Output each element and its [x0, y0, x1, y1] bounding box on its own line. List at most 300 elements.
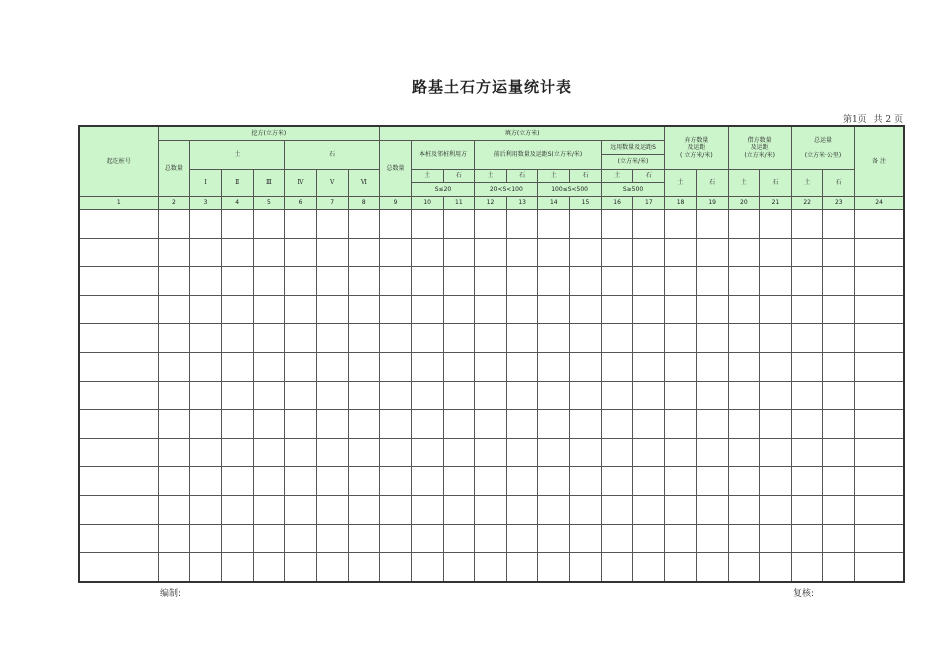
- table-cell[interactable]: [253, 524, 285, 553]
- table-cell[interactable]: [538, 495, 570, 524]
- table-cell[interactable]: [823, 381, 855, 410]
- table-cell[interactable]: [253, 210, 285, 239]
- table-cell[interactable]: [253, 381, 285, 410]
- table-cell[interactable]: [665, 495, 697, 524]
- table-cell[interactable]: [601, 352, 633, 381]
- table-cell[interactable]: [285, 381, 317, 410]
- table-cell[interactable]: [443, 410, 475, 439]
- table-cell[interactable]: [506, 324, 538, 353]
- table-cell[interactable]: [475, 210, 507, 239]
- table-cell[interactable]: [221, 381, 253, 410]
- table-cell[interactable]: [475, 495, 507, 524]
- table-cell[interactable]: [380, 524, 412, 553]
- table-cell[interactable]: [475, 381, 507, 410]
- table-cell[interactable]: [316, 238, 348, 267]
- table-cell[interactable]: [190, 467, 222, 496]
- table-cell[interactable]: [411, 238, 443, 267]
- table-cell[interactable]: [348, 238, 380, 267]
- table-cell[interactable]: [475, 524, 507, 553]
- table-cell[interactable]: [348, 267, 380, 296]
- table-cell[interactable]: [760, 267, 792, 296]
- table-cell[interactable]: [221, 524, 253, 553]
- table-cell[interactable]: [79, 438, 158, 467]
- table-cell[interactable]: [380, 352, 412, 381]
- table-cell[interactable]: [570, 324, 602, 353]
- table-cell[interactable]: [791, 438, 823, 467]
- table-cell[interactable]: [475, 352, 507, 381]
- table-cell[interactable]: [728, 238, 760, 267]
- table-cell[interactable]: [696, 267, 728, 296]
- table-cell[interactable]: [79, 553, 158, 582]
- table-cell[interactable]: [221, 467, 253, 496]
- table-cell[interactable]: [601, 553, 633, 582]
- table-cell[interactable]: [570, 553, 602, 582]
- table-cell[interactable]: [760, 324, 792, 353]
- table-cell[interactable]: [760, 295, 792, 324]
- table-cell[interactable]: [665, 210, 697, 239]
- table-cell[interactable]: [538, 295, 570, 324]
- table-cell[interactable]: [538, 324, 570, 353]
- table-cell[interactable]: [443, 352, 475, 381]
- table-cell[interactable]: [791, 381, 823, 410]
- table-cell[interactable]: [570, 467, 602, 496]
- table-cell[interactable]: [665, 553, 697, 582]
- table-cell[interactable]: [475, 267, 507, 296]
- table-cell[interactable]: [823, 267, 855, 296]
- table-cell[interactable]: [285, 495, 317, 524]
- table-cell[interactable]: [791, 295, 823, 324]
- table-cell[interactable]: [665, 524, 697, 553]
- table-cell[interactable]: [79, 267, 158, 296]
- table-cell[interactable]: [221, 210, 253, 239]
- table-cell[interactable]: [285, 352, 317, 381]
- table-cell[interactable]: [601, 210, 633, 239]
- table-cell[interactable]: [570, 524, 602, 553]
- table-cell[interactable]: [411, 495, 443, 524]
- table-cell[interactable]: [380, 438, 412, 467]
- table-cell[interactable]: [411, 524, 443, 553]
- table-cell[interactable]: [348, 324, 380, 353]
- table-cell[interactable]: [570, 495, 602, 524]
- table-cell[interactable]: [316, 438, 348, 467]
- table-cell[interactable]: [316, 524, 348, 553]
- table-cell[interactable]: [696, 495, 728, 524]
- table-cell[interactable]: [665, 238, 697, 267]
- table-cell[interactable]: [253, 410, 285, 439]
- table-cell[interactable]: [316, 381, 348, 410]
- table-cell[interactable]: [665, 295, 697, 324]
- table-cell[interactable]: [791, 524, 823, 553]
- table-cell[interactable]: [823, 238, 855, 267]
- table-cell[interactable]: [253, 267, 285, 296]
- table-cell[interactable]: [475, 295, 507, 324]
- table-cell[interactable]: [443, 524, 475, 553]
- table-cell[interactable]: [633, 324, 665, 353]
- table-cell[interactable]: [253, 238, 285, 267]
- table-cell[interactable]: [791, 467, 823, 496]
- table-cell[interactable]: [221, 324, 253, 353]
- table-cell[interactable]: [285, 238, 317, 267]
- table-cell[interactable]: [411, 381, 443, 410]
- table-cell[interactable]: [411, 352, 443, 381]
- table-cell[interactable]: [538, 267, 570, 296]
- table-cell[interactable]: [411, 438, 443, 467]
- table-cell[interactable]: [79, 467, 158, 496]
- table-cell[interactable]: [506, 267, 538, 296]
- table-cell[interactable]: [728, 295, 760, 324]
- table-cell[interactable]: [823, 295, 855, 324]
- table-cell[interactable]: [601, 267, 633, 296]
- table-cell[interactable]: [728, 524, 760, 553]
- table-cell[interactable]: [728, 553, 760, 582]
- table-cell[interactable]: [316, 495, 348, 524]
- table-cell[interactable]: [348, 352, 380, 381]
- table-cell[interactable]: [253, 467, 285, 496]
- table-cell[interactable]: [475, 438, 507, 467]
- table-cell[interactable]: [190, 324, 222, 353]
- table-cell[interactable]: [696, 553, 728, 582]
- table-cell[interactable]: [285, 467, 317, 496]
- table-cell[interactable]: [855, 410, 904, 439]
- table-cell[interactable]: [791, 210, 823, 239]
- table-cell[interactable]: [190, 210, 222, 239]
- table-cell[interactable]: [506, 210, 538, 239]
- table-cell[interactable]: [855, 495, 904, 524]
- table-cell[interactable]: [316, 210, 348, 239]
- table-cell[interactable]: [633, 381, 665, 410]
- table-cell[interactable]: [570, 210, 602, 239]
- table-cell[interactable]: [791, 267, 823, 296]
- table-cell[interactable]: [601, 524, 633, 553]
- table-cell[interactable]: [348, 438, 380, 467]
- table-cell[interactable]: [696, 295, 728, 324]
- table-cell[interactable]: [221, 495, 253, 524]
- table-cell[interactable]: [823, 524, 855, 553]
- table-cell[interactable]: [760, 238, 792, 267]
- table-cell[interactable]: [79, 324, 158, 353]
- table-cell[interactable]: [665, 410, 697, 439]
- table-cell[interactable]: [253, 495, 285, 524]
- table-cell[interactable]: [601, 410, 633, 439]
- table-cell[interactable]: [79, 352, 158, 381]
- table-cell[interactable]: [411, 295, 443, 324]
- table-cell[interactable]: [348, 495, 380, 524]
- table-cell[interactable]: [380, 210, 412, 239]
- table-cell[interactable]: [728, 438, 760, 467]
- table-cell[interactable]: [190, 352, 222, 381]
- table-cell[interactable]: [538, 553, 570, 582]
- table-cell[interactable]: [633, 410, 665, 439]
- table-cell[interactable]: [633, 438, 665, 467]
- table-cell[interactable]: [855, 352, 904, 381]
- table-cell[interactable]: [316, 295, 348, 324]
- table-cell[interactable]: [760, 467, 792, 496]
- table-cell[interactable]: [443, 553, 475, 582]
- table-cell[interactable]: [475, 553, 507, 582]
- table-cell[interactable]: [506, 410, 538, 439]
- table-cell[interactable]: [411, 467, 443, 496]
- table-cell[interactable]: [443, 495, 475, 524]
- table-cell[interactable]: [506, 295, 538, 324]
- table-cell[interactable]: [380, 410, 412, 439]
- table-cell[interactable]: [190, 238, 222, 267]
- table-cell[interactable]: [538, 352, 570, 381]
- table-cell[interactable]: [855, 267, 904, 296]
- table-cell[interactable]: [79, 495, 158, 524]
- table-cell[interactable]: [791, 238, 823, 267]
- table-cell[interactable]: [221, 352, 253, 381]
- table-cell[interactable]: [601, 495, 633, 524]
- table-cell[interactable]: [823, 324, 855, 353]
- table-cell[interactable]: [190, 295, 222, 324]
- table-cell[interactable]: [506, 524, 538, 553]
- table-cell[interactable]: [760, 524, 792, 553]
- table-cell[interactable]: [221, 410, 253, 439]
- table-cell[interactable]: [696, 524, 728, 553]
- table-cell[interactable]: [79, 410, 158, 439]
- table-cell[interactable]: [855, 238, 904, 267]
- table-cell[interactable]: [316, 467, 348, 496]
- table-cell[interactable]: [791, 495, 823, 524]
- table-cell[interactable]: [316, 352, 348, 381]
- table-cell[interactable]: [221, 438, 253, 467]
- table-cell[interactable]: [380, 553, 412, 582]
- table-cell[interactable]: [79, 381, 158, 410]
- table-cell[interactable]: [633, 352, 665, 381]
- table-cell[interactable]: [823, 467, 855, 496]
- table-cell[interactable]: [823, 553, 855, 582]
- table-cell[interactable]: [443, 467, 475, 496]
- table-cell[interactable]: [79, 210, 158, 239]
- table-cell[interactable]: [696, 324, 728, 353]
- table-cell[interactable]: [221, 238, 253, 267]
- table-cell[interactable]: [728, 495, 760, 524]
- table-cell[interactable]: [158, 324, 190, 353]
- table-cell[interactable]: [158, 381, 190, 410]
- table-cell[interactable]: [728, 410, 760, 439]
- table-cell[interactable]: [285, 210, 317, 239]
- table-cell[interactable]: [791, 553, 823, 582]
- table-cell[interactable]: [855, 324, 904, 353]
- table-cell[interactable]: [728, 467, 760, 496]
- table-cell[interactable]: [316, 553, 348, 582]
- table-cell[interactable]: [158, 352, 190, 381]
- table-cell[interactable]: [855, 524, 904, 553]
- table-cell[interactable]: [601, 381, 633, 410]
- table-cell[interactable]: [443, 438, 475, 467]
- table-cell[interactable]: [506, 438, 538, 467]
- table-cell[interactable]: [633, 295, 665, 324]
- table-cell[interactable]: [348, 295, 380, 324]
- table-cell[interactable]: [348, 381, 380, 410]
- table-cell[interactable]: [285, 295, 317, 324]
- table-cell[interactable]: [411, 267, 443, 296]
- table-cell[interactable]: [253, 553, 285, 582]
- table-cell[interactable]: [570, 295, 602, 324]
- table-cell[interactable]: [823, 352, 855, 381]
- table-cell[interactable]: [348, 553, 380, 582]
- table-cell[interactable]: [665, 438, 697, 467]
- table-cell[interactable]: [728, 352, 760, 381]
- table-cell[interactable]: [855, 210, 904, 239]
- table-cell[interactable]: [538, 467, 570, 496]
- table-cell[interactable]: [158, 495, 190, 524]
- table-cell[interactable]: [570, 267, 602, 296]
- table-cell[interactable]: [665, 324, 697, 353]
- table-cell[interactable]: [285, 553, 317, 582]
- table-cell[interactable]: [791, 324, 823, 353]
- table-cell[interactable]: [190, 267, 222, 296]
- table-cell[interactable]: [285, 267, 317, 296]
- table-cell[interactable]: [570, 438, 602, 467]
- table-cell[interactable]: [665, 352, 697, 381]
- table-cell[interactable]: [443, 267, 475, 296]
- table-cell[interactable]: [158, 438, 190, 467]
- table-cell[interactable]: [506, 352, 538, 381]
- table-cell[interactable]: [79, 524, 158, 553]
- table-cell[interactable]: [601, 467, 633, 496]
- table-cell[interactable]: [760, 438, 792, 467]
- table-cell[interactable]: [221, 553, 253, 582]
- table-cell[interactable]: [380, 267, 412, 296]
- table-cell[interactable]: [380, 467, 412, 496]
- table-cell[interactable]: [253, 324, 285, 353]
- table-cell[interactable]: [285, 524, 317, 553]
- table-cell[interactable]: [855, 295, 904, 324]
- table-cell[interactable]: [633, 210, 665, 239]
- table-cell[interactable]: [190, 381, 222, 410]
- table-cell[interactable]: [665, 267, 697, 296]
- table-cell[interactable]: [380, 324, 412, 353]
- table-cell[interactable]: [506, 381, 538, 410]
- table-cell[interactable]: [158, 553, 190, 582]
- table-cell[interactable]: [79, 238, 158, 267]
- table-cell[interactable]: [158, 410, 190, 439]
- table-cell[interactable]: [380, 295, 412, 324]
- table-cell[interactable]: [475, 324, 507, 353]
- table-cell[interactable]: [665, 381, 697, 410]
- table-cell[interactable]: [633, 553, 665, 582]
- table-cell[interactable]: [570, 238, 602, 267]
- table-cell[interactable]: [633, 524, 665, 553]
- table-cell[interactable]: [601, 324, 633, 353]
- table-cell[interactable]: [538, 381, 570, 410]
- table-cell[interactable]: [791, 352, 823, 381]
- table-cell[interactable]: [285, 410, 317, 439]
- table-cell[interactable]: [506, 467, 538, 496]
- table-cell[interactable]: [253, 438, 285, 467]
- table-cell[interactable]: [316, 324, 348, 353]
- table-cell[interactable]: [823, 495, 855, 524]
- table-cell[interactable]: [760, 410, 792, 439]
- table-cell[interactable]: [411, 410, 443, 439]
- table-cell[interactable]: [696, 381, 728, 410]
- table-cell[interactable]: [601, 295, 633, 324]
- table-cell[interactable]: [570, 381, 602, 410]
- table-cell[interactable]: [696, 410, 728, 439]
- table-cell[interactable]: [538, 524, 570, 553]
- table-cell[interactable]: [506, 238, 538, 267]
- table-cell[interactable]: [760, 352, 792, 381]
- table-cell[interactable]: [380, 495, 412, 524]
- table-cell[interactable]: [728, 324, 760, 353]
- table-cell[interactable]: [570, 410, 602, 439]
- table-cell[interactable]: [823, 210, 855, 239]
- table-cell[interactable]: [475, 467, 507, 496]
- table-cell[interactable]: [443, 295, 475, 324]
- table-cell[interactable]: [158, 467, 190, 496]
- table-cell[interactable]: [348, 410, 380, 439]
- table-cell[interactable]: [380, 238, 412, 267]
- table-cell[interactable]: [633, 238, 665, 267]
- table-cell[interactable]: [601, 238, 633, 267]
- table-cell[interactable]: [538, 238, 570, 267]
- table-cell[interactable]: [221, 295, 253, 324]
- table-cell[interactable]: [728, 210, 760, 239]
- table-cell[interactable]: [633, 467, 665, 496]
- table-cell[interactable]: [190, 524, 222, 553]
- table-cell[interactable]: [475, 410, 507, 439]
- table-cell[interactable]: [823, 410, 855, 439]
- table-cell[interactable]: [760, 381, 792, 410]
- table-cell[interactable]: [411, 553, 443, 582]
- table-cell[interactable]: [760, 495, 792, 524]
- table-cell[interactable]: [285, 438, 317, 467]
- table-cell[interactable]: [158, 210, 190, 239]
- table-cell[interactable]: [443, 210, 475, 239]
- table-cell[interactable]: [728, 381, 760, 410]
- table-cell[interactable]: [475, 238, 507, 267]
- table-cell[interactable]: [823, 438, 855, 467]
- table-cell[interactable]: [506, 553, 538, 582]
- table-cell[interactable]: [411, 210, 443, 239]
- table-cell[interactable]: [348, 467, 380, 496]
- table-cell[interactable]: [696, 210, 728, 239]
- table-cell[interactable]: [253, 295, 285, 324]
- table-cell[interactable]: [696, 238, 728, 267]
- table-cell[interactable]: [158, 267, 190, 296]
- table-cell[interactable]: [158, 295, 190, 324]
- table-cell[interactable]: [791, 410, 823, 439]
- table-cell[interactable]: [316, 267, 348, 296]
- table-cell[interactable]: [190, 438, 222, 467]
- table-cell[interactable]: [538, 410, 570, 439]
- table-cell[interactable]: [380, 381, 412, 410]
- table-cell[interactable]: [538, 438, 570, 467]
- table-cell[interactable]: [285, 324, 317, 353]
- table-cell[interactable]: [696, 352, 728, 381]
- table-cell[interactable]: [190, 495, 222, 524]
- table-cell[interactable]: [190, 410, 222, 439]
- table-cell[interactable]: [633, 495, 665, 524]
- table-cell[interactable]: [855, 438, 904, 467]
- table-cell[interactable]: [728, 267, 760, 296]
- table-cell[interactable]: [158, 524, 190, 553]
- table-cell[interactable]: [190, 553, 222, 582]
- table-cell[interactable]: [411, 324, 443, 353]
- table-cell[interactable]: [760, 553, 792, 582]
- table-cell[interactable]: [696, 438, 728, 467]
- table-cell[interactable]: [696, 467, 728, 496]
- table-cell[interactable]: [79, 295, 158, 324]
- table-cell[interactable]: [443, 238, 475, 267]
- table-cell[interactable]: [855, 381, 904, 410]
- table-cell[interactable]: [348, 210, 380, 239]
- table-cell[interactable]: [443, 324, 475, 353]
- table-cell[interactable]: [633, 267, 665, 296]
- table-cell[interactable]: [601, 438, 633, 467]
- table-cell[interactable]: [760, 210, 792, 239]
